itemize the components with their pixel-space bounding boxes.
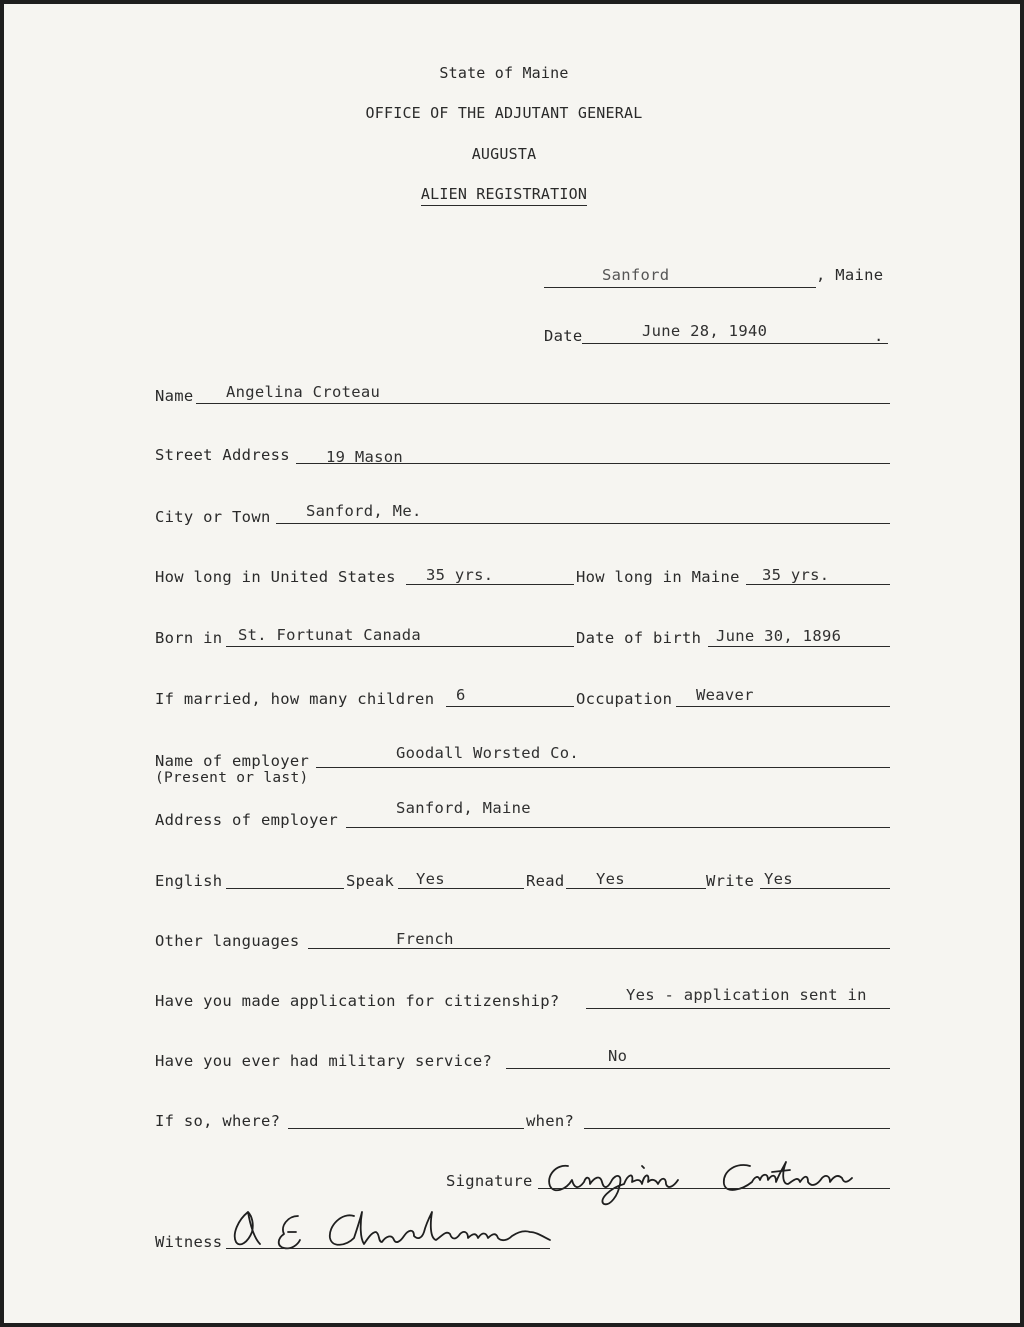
date-underline: [582, 343, 888, 344]
name-label: Name: [155, 387, 194, 405]
birth-date-label: Date of birth: [576, 629, 702, 647]
when-label: when?: [526, 1112, 575, 1130]
witness-underline: [226, 1248, 550, 1249]
military-value: No: [608, 1047, 628, 1065]
occupation-underline: [676, 706, 890, 707]
city-value: Sanford, Me.: [306, 502, 422, 520]
us-years-label: How long in United States: [155, 568, 396, 586]
read-label: Read: [526, 872, 565, 890]
write-underline: [760, 888, 890, 889]
witness-handwriting: [226, 1202, 566, 1262]
street-value: 19 Mason: [326, 448, 404, 466]
street-label: Street Address: [155, 446, 290, 464]
date-value: June 28, 1940: [642, 322, 768, 340]
city-label: City or Town: [155, 508, 271, 526]
speak-underline: [398, 888, 524, 889]
where-underline: [288, 1128, 524, 1129]
form-title: [4, 185, 1004, 203]
signature-underline: [538, 1188, 890, 1189]
employer-address-underline: [346, 827, 890, 828]
born-in-underline: [226, 646, 574, 647]
us-years-value: 35 yrs.: [426, 566, 494, 584]
military-underline: [506, 1068, 890, 1069]
us-years-underline: [406, 584, 574, 585]
employer-sublabel: (Present or last): [155, 770, 309, 786]
birth-date-value: June 30, 1896: [716, 627, 842, 645]
maine-years-value: 35 yrs.: [762, 566, 830, 584]
signature-handwriting: [538, 1144, 858, 1214]
children-value: 6: [456, 686, 466, 704]
street-underline: [296, 463, 890, 464]
place-suffix: , Maine: [816, 266, 884, 284]
born-in-value: St. Fortunat Canada: [238, 626, 422, 644]
occupation-label: Occupation: [576, 690, 673, 708]
citizenship-value: Yes - application sent in: [626, 986, 867, 1004]
header-state: State of Maine: [439, 64, 569, 82]
when-underline: [584, 1128, 890, 1129]
employer-label: Name of employer: [155, 752, 310, 770]
birth-date-underline: [708, 646, 890, 647]
where-label: If so, where?: [155, 1112, 281, 1130]
other-languages-value: French: [396, 930, 454, 948]
english-underline: [226, 888, 344, 889]
employer-address-value: Sanford, Maine: [396, 799, 531, 817]
read-underline: [566, 888, 706, 889]
maine-years-label: How long in Maine: [576, 568, 740, 586]
write-value: Yes: [764, 870, 793, 888]
other-languages-underline: [308, 948, 890, 949]
write-label: Write: [706, 872, 755, 890]
place-underline: [544, 287, 816, 288]
citizenship-underline: [586, 1008, 890, 1009]
signature-label: Signature: [446, 1172, 533, 1190]
occupation-value: Weaver: [696, 686, 754, 704]
employer-underline: [316, 767, 890, 768]
speak-value: Yes: [416, 870, 445, 888]
english-label: English: [155, 872, 223, 890]
date-label: Date: [544, 327, 583, 345]
header-office: OFFICE OF THE ADJUTANT GENERAL: [365, 104, 643, 122]
date-end: .: [874, 327, 884, 345]
header-city: AUGUSTA: [471, 145, 537, 163]
witness-label: Witness: [155, 1233, 223, 1251]
employer-value: Goodall Worsted Co.: [396, 744, 580, 762]
name-value: Angelina Croteau: [226, 383, 381, 401]
other-languages-label: Other languages: [155, 932, 300, 950]
employer-address-label: Address of employer: [155, 811, 339, 829]
read-value: Yes: [596, 870, 625, 888]
speak-label: Speak: [346, 872, 395, 890]
children-label: If married, how many children: [155, 690, 435, 708]
maine-years-underline: [746, 584, 890, 585]
born-in-label: Born in: [155, 629, 223, 647]
citizenship-label: Have you made application for citizenship?: [155, 992, 560, 1010]
form-title-text: ALIEN REGISTRATION: [421, 185, 587, 206]
children-underline: [446, 706, 574, 707]
city-underline: [276, 523, 890, 524]
registration-form: [4, 4, 1020, 1323]
place-value: Sanford: [602, 266, 670, 284]
name-underline: [196, 403, 890, 404]
military-label: Have you ever had military service?: [155, 1052, 493, 1070]
